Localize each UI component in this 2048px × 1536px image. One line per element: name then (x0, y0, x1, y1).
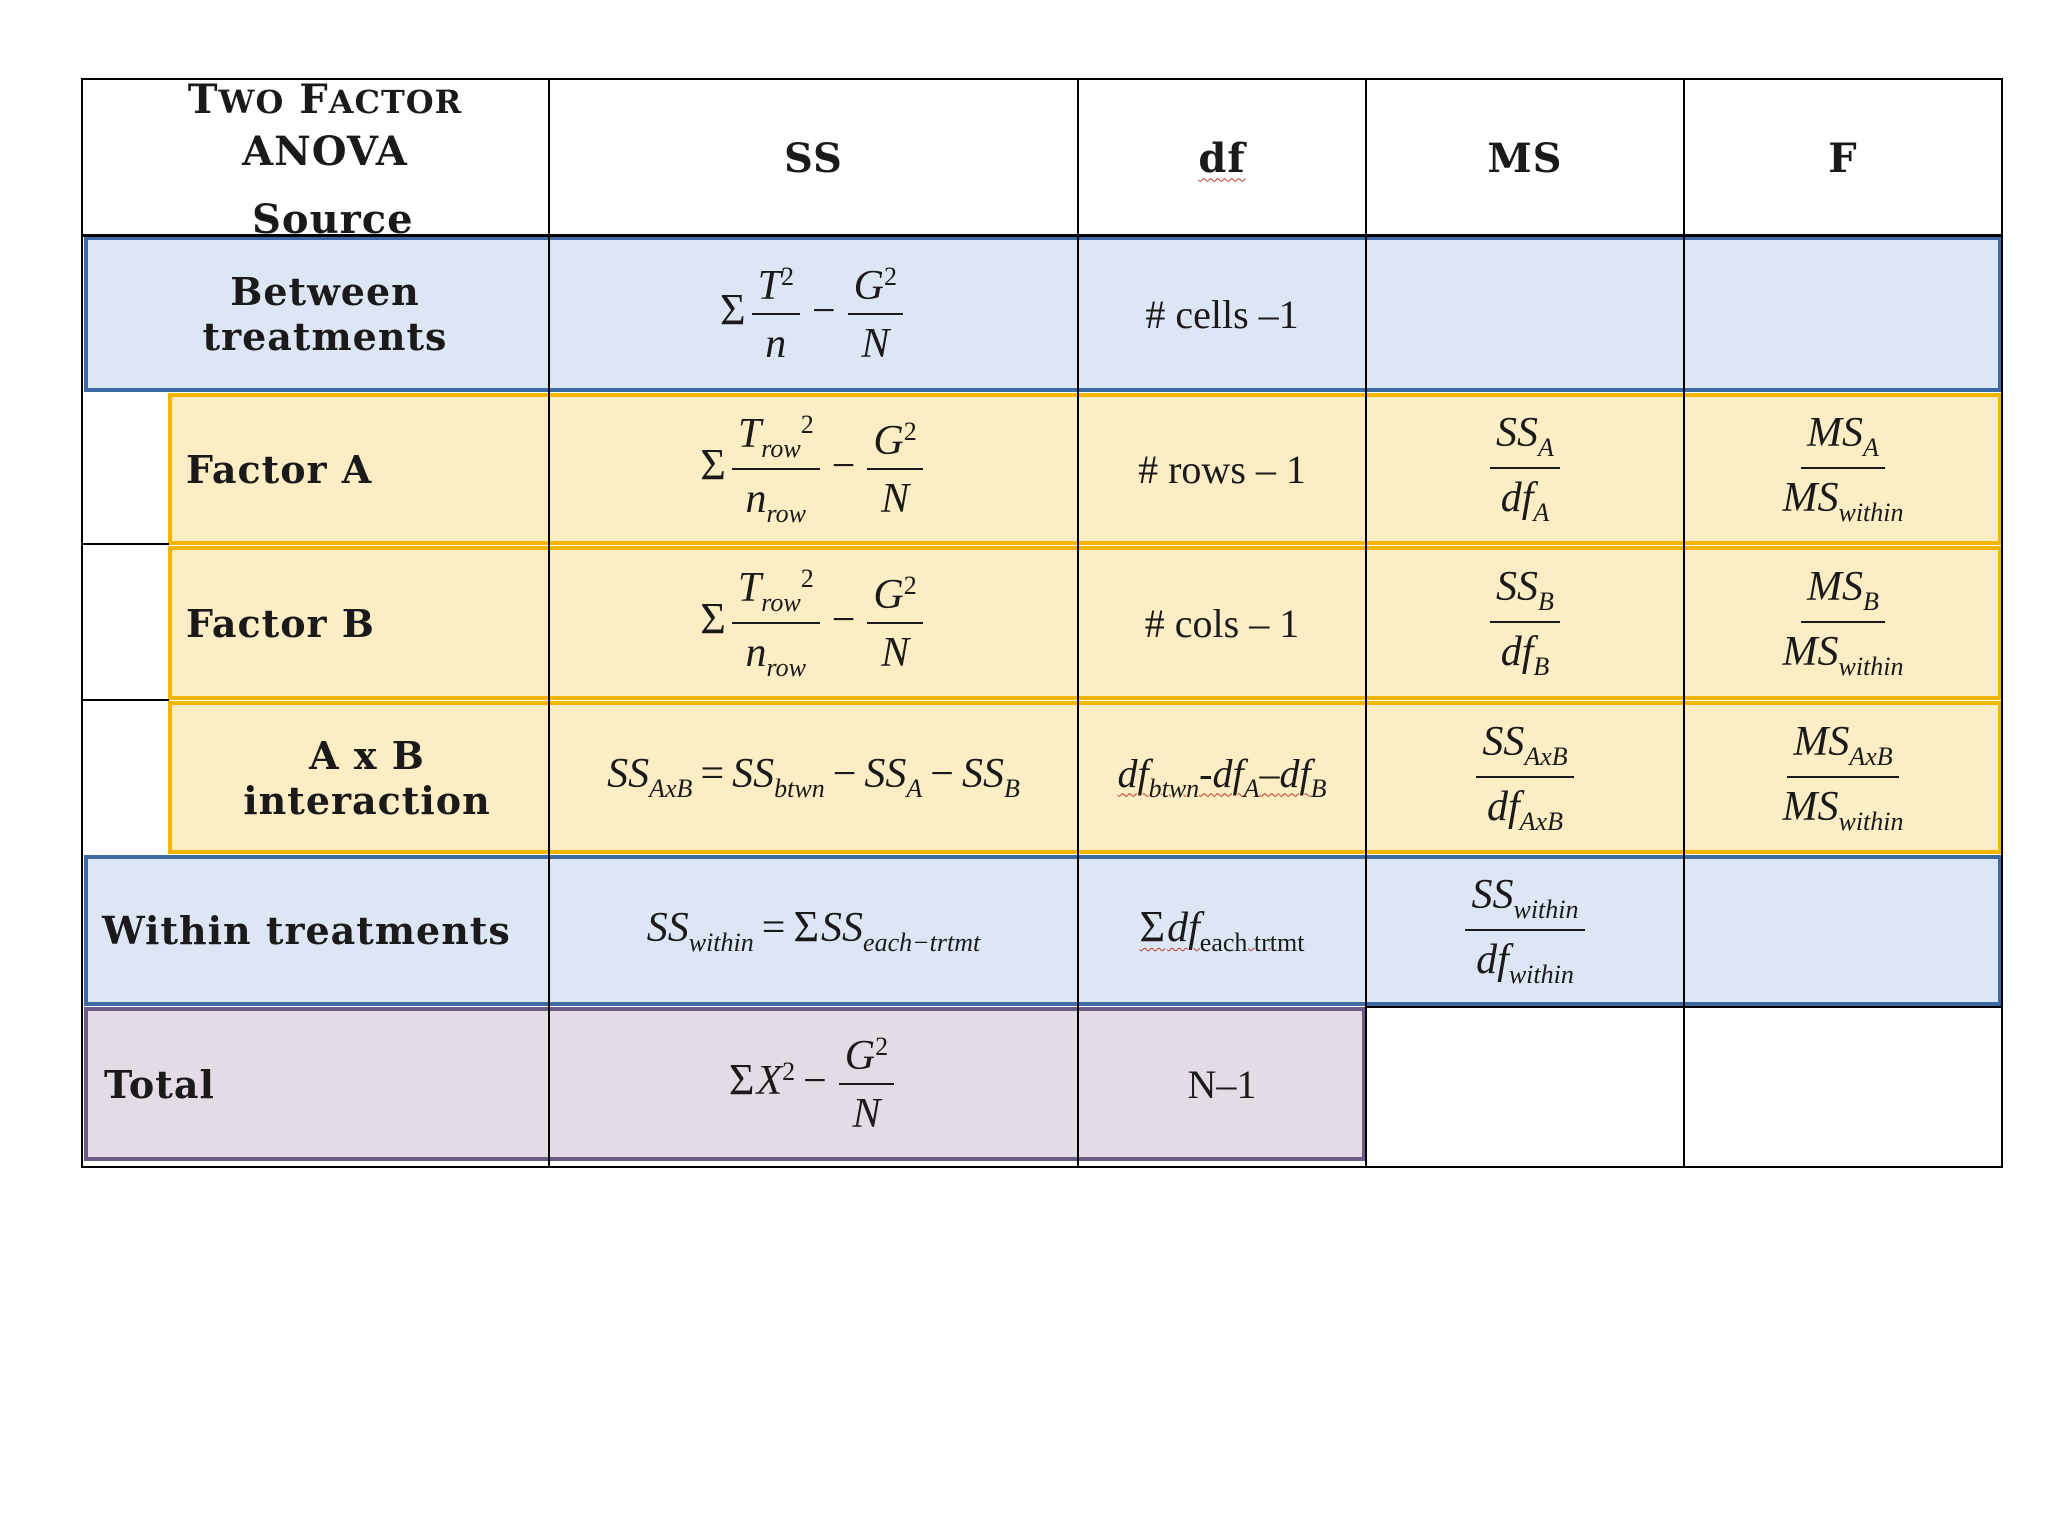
within-ms: $\frac{SS_{within}}{df_{within}}$ (1367, 855, 1683, 1006)
interaction-ss-formula: $SS_{AxB} = SS_{btwn} - SS_A - SS_B$ (607, 751, 1020, 803)
header-source: Source (252, 195, 414, 243)
total-ss-formula: $\Sigma X^2$ − $\frac{G^2}{N}$ (550, 1007, 1077, 1161)
within-df: Σdf$_{each trtmt}$ (1139, 902, 1305, 957)
interaction-ms: $\frac{SS_{AxB}}{df_{AxB}}$ (1367, 701, 1683, 854)
factor-a-df: # rows – 1 (1138, 446, 1306, 492)
header-ms: MS (1487, 134, 1563, 182)
total-ms-top-rule (1367, 1006, 2003, 1008)
factor-b-f: $\frac{MS_B}{MS_{within}}$ (1782, 564, 1904, 681)
table-bottom-border (81, 1166, 2003, 1168)
total-df: N–1 (1187, 1061, 1257, 1107)
total-source: Total (104, 1061, 215, 1107)
within-ss-formula: $SS_{within} = \Sigma SS_{each-trtmt}$ (646, 902, 981, 957)
table-right-border (2001, 78, 2003, 1168)
interaction-source: A x B interaction (243, 732, 491, 823)
indent-rule-2 (81, 699, 169, 701)
between-ss-formula: Σ $\frac{T^2}{n}$ − $\frac{G^2}{N}$ (550, 236, 1077, 392)
factor-b-source: Factor B (186, 600, 375, 646)
factor-a-ms: $\frac{SS_A}{df_A}$ (1367, 393, 1683, 545)
within-source: Within treatments (102, 908, 511, 953)
interaction-df: $df_{btwn}-df_A-df_B$ (1117, 750, 1327, 803)
table-title: TWO FACTOR ANOVA (187, 75, 463, 175)
indent-rule-1 (81, 543, 169, 545)
factor-b-ss-formula: Σ $\frac{T_{row}^2}{n_{row}}$ − $\frac{G^2}{N}$ (550, 546, 1077, 700)
header-df: df (1198, 134, 1246, 182)
header-source-cell (84, 75, 548, 243)
factor-b-ms: $\frac{SS_B}{df_B}$ (1367, 546, 1683, 700)
interaction-f: $\frac{MS_{AxB}}{MS_{within}}$ (1782, 718, 1904, 836)
factor-b-df: # cols – 1 (1144, 600, 1300, 646)
table-left-border (81, 78, 83, 1168)
factor-a-source: Factor A (186, 446, 373, 492)
factor-a-f: $\frac{MS_A}{MS_{within}}$ (1782, 410, 1904, 527)
between-source: Between treatments (202, 269, 448, 359)
header-ss: SS (784, 134, 843, 182)
header-f: F (1828, 134, 1858, 182)
factor-a-ss-formula: Σ $\frac{T_{row}^2}{n_{row}}$ − $\frac{G^2}{N}$ (550, 393, 1077, 545)
between-df: # cells –1 (1145, 291, 1299, 337)
